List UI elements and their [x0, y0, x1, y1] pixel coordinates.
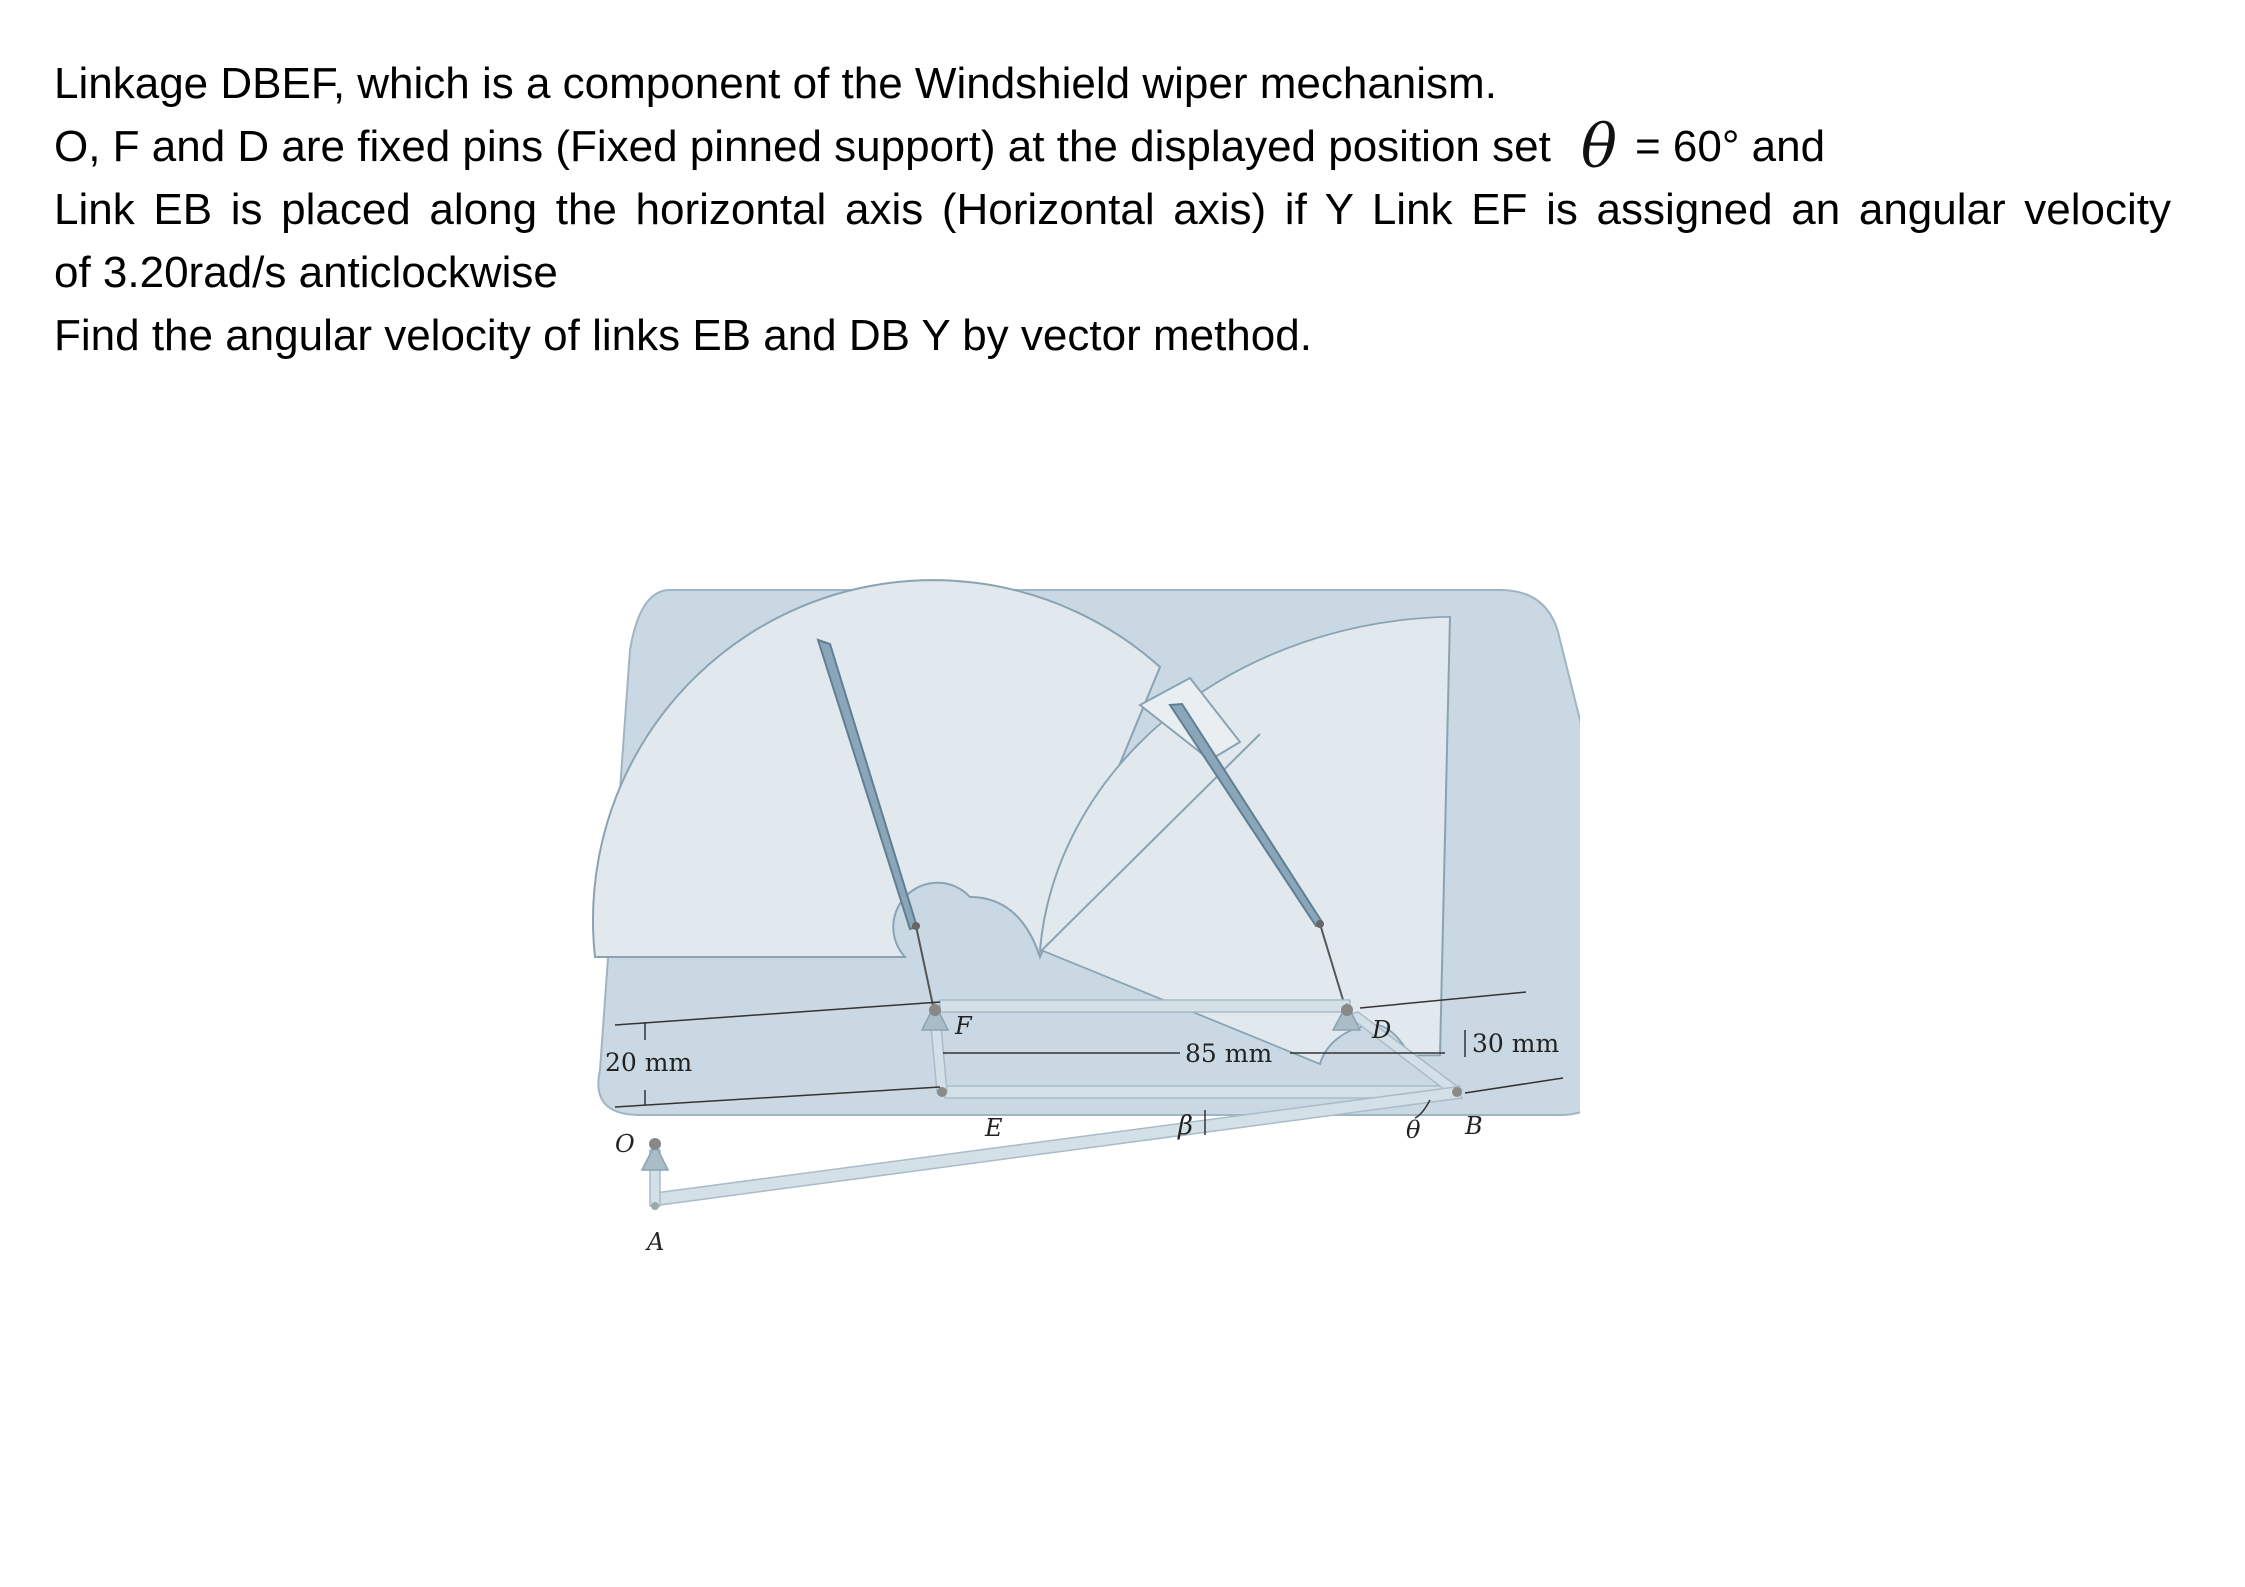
problem-line-4: of 3.20rad/s anticlockwise	[54, 248, 558, 297]
pin-F	[929, 1004, 941, 1016]
theta-symbol: θ	[1580, 112, 1617, 182]
label-E: E	[985, 1114, 1003, 1142]
dim-right-label: 30 mm	[1472, 1029, 1560, 1058]
pin-B	[1452, 1087, 1462, 1097]
problem-line-2-value: = 60° and	[1634, 122, 1826, 171]
label-O: O	[615, 1130, 635, 1158]
dim-left-label: 20 mm	[605, 1048, 693, 1077]
pin-O	[649, 1138, 661, 1150]
left-wiper-pivot	[912, 922, 920, 930]
label-B: B	[1465, 1112, 1483, 1140]
link-FD-top	[940, 1000, 1350, 1012]
dim-middle-label: 85 mm	[1185, 1039, 1273, 1068]
label-A: A	[647, 1228, 665, 1256]
problem-line-2-text: O, F and D are fixed pins (Fixed pinned support) at the displayed position set	[54, 122, 1551, 171]
label-beta: β	[1178, 1111, 1194, 1141]
pin-D	[1341, 1004, 1353, 1016]
problem-line-3: Link EB is placed along the horizontal axis (Horizontal axis) if Y Link EF is assigned an angular velocity	[54, 185, 2171, 234]
problem-statement	[54, 52, 2174, 367]
wiper-mechanism-figure	[560, 560, 1580, 1280]
pin-A	[651, 1202, 659, 1210]
pin-E	[937, 1087, 947, 1097]
problem-line-5: Find the angular velocity of links EB and DB Y by vector method.	[54, 311, 1312, 360]
problem-line-1: Linkage DBEF, which is a component of the Windshield wiper mechanism.	[54, 59, 1497, 108]
label-F: F	[955, 1012, 972, 1040]
problem-line-2	[54, 112, 2174, 182]
label-theta: θ	[1406, 1116, 1421, 1144]
label-D: D	[1372, 1016, 1392, 1044]
right-wiper-pivot	[1316, 920, 1324, 928]
